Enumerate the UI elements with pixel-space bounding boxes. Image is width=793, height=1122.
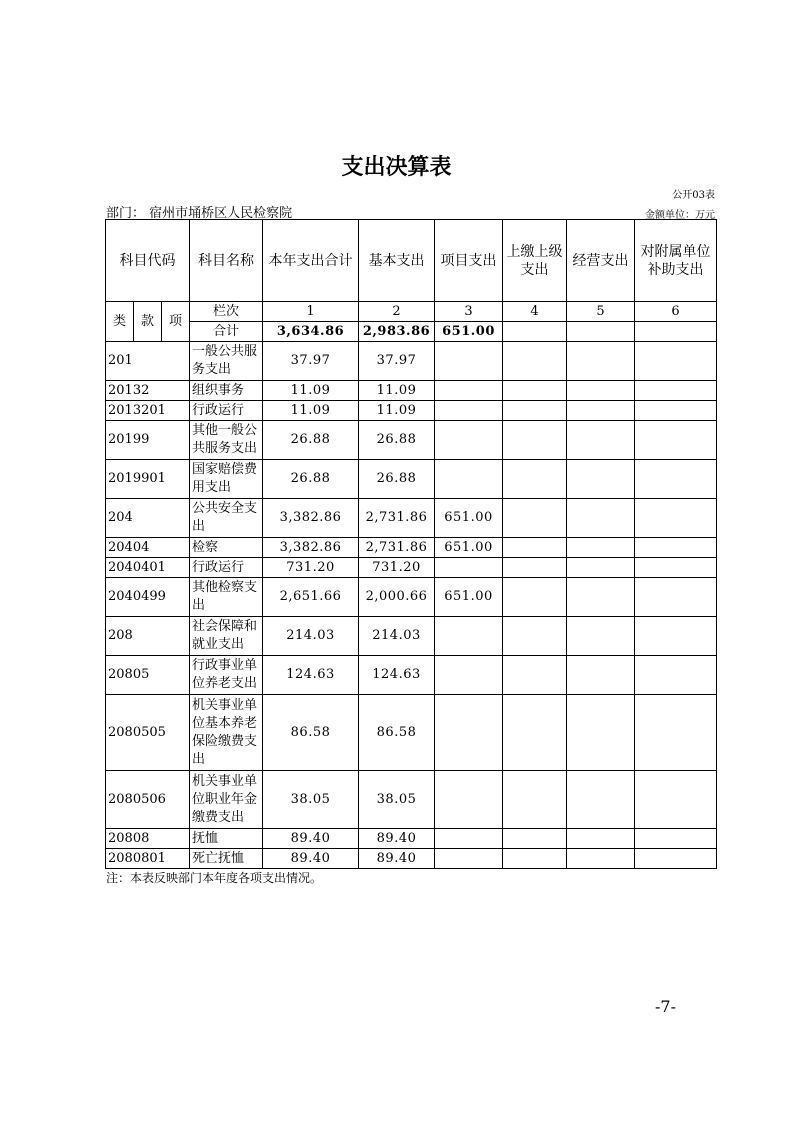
table-row (106, 771, 717, 829)
row-upper (503, 538, 567, 558)
header-name: 科目名称 (190, 220, 263, 302)
col-index-2: 2 (359, 302, 435, 322)
row-subsidy (635, 342, 717, 381)
row-operating (567, 421, 635, 460)
row-basic: 11.09 (359, 381, 435, 401)
row-subsidy (635, 421, 717, 460)
total-row (106, 322, 717, 342)
row-total: 89.40 (263, 829, 359, 849)
row-total: 11.09 (263, 401, 359, 421)
row-operating (567, 771, 635, 829)
row-operating (567, 558, 635, 578)
header-code: 科目代码 (106, 220, 190, 302)
row-total: 731.20 (263, 558, 359, 578)
row-basic: 37.97 (359, 342, 435, 381)
total-subsidy (635, 322, 717, 342)
row-total: 26.88 (263, 421, 359, 460)
row-subsidy (635, 656, 717, 695)
total-upper (503, 322, 567, 342)
row-code: 2080505 (106, 695, 190, 771)
row-basic: 89.40 (359, 849, 435, 869)
row-upper (503, 401, 567, 421)
department-label: 部门： 宿州市埇桥区人民检察院 (106, 206, 293, 221)
row-code: 204 (106, 499, 190, 538)
row-operating (567, 829, 635, 849)
header-xiang: 项 (162, 302, 190, 342)
row-upper (503, 695, 567, 771)
row-total: 214.03 (263, 617, 359, 656)
total-operating (567, 322, 635, 342)
row-subsidy (635, 558, 717, 578)
row-name: 检察 (190, 538, 263, 558)
row-total: 89.40 (263, 849, 359, 869)
row-upper (503, 342, 567, 381)
row-code: 208 (106, 617, 190, 656)
row-basic: 124.63 (359, 656, 435, 695)
row-project (435, 381, 503, 401)
table-row (106, 578, 717, 617)
row-project: 651.00 (435, 578, 503, 617)
row-total: 38.05 (263, 771, 359, 829)
row-project (435, 460, 503, 499)
row-operating (567, 849, 635, 869)
row-operating (567, 656, 635, 695)
row-name: 国家赔偿费用支出 (190, 460, 263, 499)
table-row (106, 617, 717, 656)
row-name: 其他一般公共服务支出 (190, 421, 263, 460)
row-basic: 214.03 (359, 617, 435, 656)
row-total: 11.09 (263, 381, 359, 401)
header-kuan: 款 (134, 302, 162, 342)
row-name: 行政运行 (190, 558, 263, 578)
row-code: 20199 (106, 421, 190, 460)
row-basic: 731.20 (359, 558, 435, 578)
row-basic: 11.09 (359, 401, 435, 421)
header-project: 项目支出 (435, 220, 503, 302)
row-code: 2013201 (106, 401, 190, 421)
row-upper (503, 558, 567, 578)
form-number: 公开03表 (672, 190, 715, 201)
row-subsidy (635, 695, 717, 771)
row-operating (567, 381, 635, 401)
total-sum: 3,634.86 (263, 322, 359, 342)
header-total: 本年支出合计 (263, 220, 359, 302)
header-lei: 类 (106, 302, 134, 342)
row-total: 3,382.86 (263, 499, 359, 538)
row-upper (503, 421, 567, 460)
row-project (435, 421, 503, 460)
total-label: 合计 (190, 322, 263, 342)
table-row (106, 401, 717, 421)
row-subsidy (635, 617, 717, 656)
table-row (106, 849, 717, 869)
row-subsidy (635, 460, 717, 499)
row-name: 死亡抚恤 (190, 849, 263, 869)
row-project: 651.00 (435, 538, 503, 558)
header-basic: 基本支出 (359, 220, 435, 302)
row-upper (503, 381, 567, 401)
row-basic: 26.88 (359, 460, 435, 499)
unit-label: 金额单位：万元 (645, 210, 715, 221)
col-index-4: 4 (503, 302, 567, 322)
row-subsidy (635, 829, 717, 849)
row-total: 26.88 (263, 460, 359, 499)
row-basic: 89.40 (359, 829, 435, 849)
row-operating (567, 538, 635, 558)
row-upper (503, 617, 567, 656)
row-operating (567, 617, 635, 656)
row-name: 公共安全支出 (190, 499, 263, 538)
row-name: 组织事务 (190, 381, 263, 401)
row-name: 机关事业单位基本养老保险缴费支出 (190, 695, 263, 771)
row-name: 其他检察支出 (190, 578, 263, 617)
row-code: 2040499 (106, 578, 190, 617)
col-index-5: 5 (567, 302, 635, 322)
row-basic: 38.05 (359, 771, 435, 829)
row-project (435, 617, 503, 656)
row-operating (567, 460, 635, 499)
row-code: 201 (106, 342, 190, 381)
row-total: 124.63 (263, 656, 359, 695)
row-code: 20404 (106, 538, 190, 558)
row-subsidy (635, 401, 717, 421)
row-basic: 26.88 (359, 421, 435, 460)
row-total: 2,651.66 (263, 578, 359, 617)
table-row (106, 342, 717, 381)
row-basic: 2,731.86 (359, 538, 435, 558)
row-project (435, 695, 503, 771)
row-code: 20132 (106, 381, 190, 401)
row-subsidy (635, 499, 717, 538)
header-lanci: 栏次 (190, 302, 263, 322)
column-index-row (106, 302, 717, 322)
table-row (106, 499, 717, 538)
table-row (106, 421, 717, 460)
row-subsidy (635, 538, 717, 558)
page-title: 支出决算表 (341, 155, 452, 180)
row-total: 86.58 (263, 695, 359, 771)
row-upper (503, 829, 567, 849)
col-index-1: 1 (263, 302, 359, 322)
col-index-3: 3 (435, 302, 503, 322)
row-basic: 2,731.86 (359, 499, 435, 538)
row-total: 37.97 (263, 342, 359, 381)
header-upper: 上缴上级支出 (503, 220, 567, 302)
row-project: 651.00 (435, 499, 503, 538)
header-operating: 经营支出 (567, 220, 635, 302)
row-name: 行政运行 (190, 401, 263, 421)
row-code: 2019901 (106, 460, 190, 499)
row-operating (567, 695, 635, 771)
row-upper (503, 499, 567, 538)
row-project (435, 849, 503, 869)
row-code: 20805 (106, 656, 190, 695)
row-subsidy (635, 771, 717, 829)
row-operating (567, 578, 635, 617)
table-row (106, 460, 717, 499)
expenditure-table (105, 219, 717, 869)
row-project (435, 656, 503, 695)
row-basic: 86.58 (359, 695, 435, 771)
row-code: 2080506 (106, 771, 190, 829)
row-total: 3,382.86 (263, 538, 359, 558)
row-subsidy (635, 381, 717, 401)
row-basic: 2,000.66 (359, 578, 435, 617)
row-code: 20808 (106, 829, 190, 849)
row-project (435, 829, 503, 849)
row-name: 社会保障和就业支出 (190, 617, 263, 656)
header-row (106, 220, 717, 302)
row-upper (503, 578, 567, 617)
row-project (435, 558, 503, 578)
col-index-6: 6 (635, 302, 717, 322)
row-operating (567, 342, 635, 381)
header-subsidy: 对附属单位补助支出 (635, 220, 717, 302)
row-project (435, 771, 503, 829)
row-upper (503, 849, 567, 869)
row-code: 2080801 (106, 849, 190, 869)
table-row (106, 695, 717, 771)
row-subsidy (635, 578, 717, 617)
row-project (435, 401, 503, 421)
row-project (435, 342, 503, 381)
table-row (106, 558, 717, 578)
table-row (106, 656, 717, 695)
row-name: 一般公共服务支出 (190, 342, 263, 381)
table-row (106, 381, 717, 401)
total-basic: 2,983.86 (359, 322, 435, 342)
row-name: 机关事业单位职业年金缴费支出 (190, 771, 263, 829)
row-upper (503, 460, 567, 499)
row-operating (567, 499, 635, 538)
table-row (106, 829, 717, 849)
table-note: 注：本表反映部门本年度各项支出情况。 (106, 871, 323, 885)
row-code: 2040401 (106, 558, 190, 578)
total-project: 651.00 (435, 322, 503, 342)
row-name: 行政事业单位养老支出 (190, 656, 263, 695)
table-row (106, 538, 717, 558)
row-operating (567, 401, 635, 421)
row-subsidy (635, 849, 717, 869)
row-name: 抚恤 (190, 829, 263, 849)
row-upper (503, 771, 567, 829)
page-number: -7- (655, 997, 676, 1016)
row-upper (503, 656, 567, 695)
